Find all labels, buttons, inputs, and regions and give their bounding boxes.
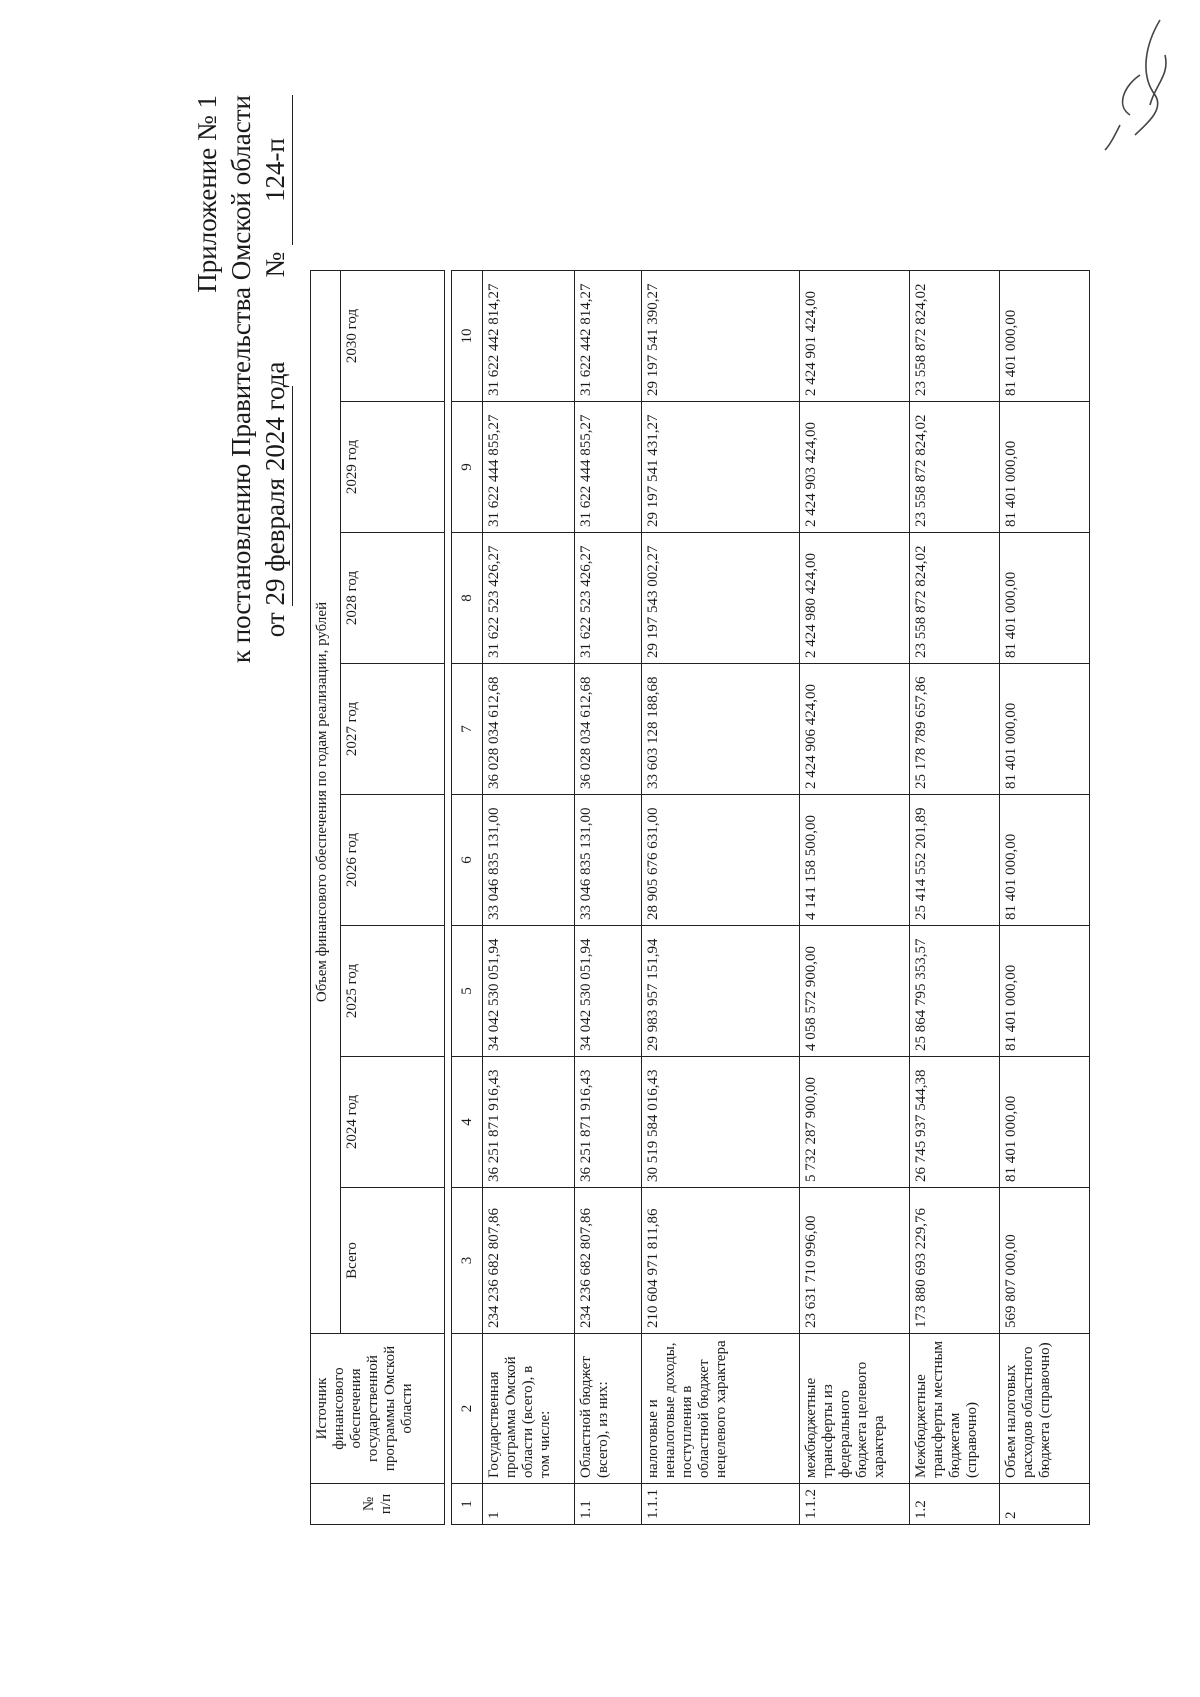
header-no: № п/п <box>311 1484 445 1525</box>
row-value: 23 558 872 824,02 <box>910 402 1000 533</box>
row-value: 34 042 530 051,94 <box>483 926 575 1057</box>
column-number: 6 <box>452 795 483 926</box>
column-number: 7 <box>452 664 483 795</box>
row-value: 36 028 034 612,68 <box>575 664 642 795</box>
row-total: 23 631 710 996,00 <box>800 1188 910 1334</box>
row-value: 36 251 871 916,43 <box>575 1057 642 1188</box>
row-value: 81 401 000,00 <box>1000 926 1090 1057</box>
appendix-title: Приложение № 1 <box>192 95 222 293</box>
from-label: от <box>260 612 290 638</box>
row-no: 1.2 <box>910 1484 1000 1525</box>
decree-date: 29 февраля 2024 года <box>258 386 293 606</box>
row-value: 31 622 444 855,27 <box>483 402 575 533</box>
header-year: 2030 год <box>341 271 445 402</box>
row-source: Государственная программа Омской области (всего), в том числе: <box>483 1334 575 1484</box>
column-number: 3 <box>452 1188 483 1334</box>
row-no: 2 <box>1000 1484 1090 1525</box>
decree-reference: к постановлению Правительства Омской области <box>226 95 256 664</box>
row-source: Межбюджетные трансферты местным бюджетам (справочно) <box>910 1334 1000 1484</box>
row-value: 25 414 552 201,89 <box>910 795 1000 926</box>
header-total: Всего <box>341 1188 445 1334</box>
row-value: 28 905 676 631,00 <box>642 795 800 926</box>
row-value: 2 424 901 424,00 <box>800 271 910 402</box>
row-value: 2 424 903 424,00 <box>800 402 910 533</box>
header-year: 2029 год <box>341 402 445 533</box>
row-value: 31 622 444 855,27 <box>575 402 642 533</box>
row-total: 210 604 971 811,86 <box>642 1188 800 1334</box>
decree-date-line <box>258 95 293 663</box>
table-row <box>910 271 1000 1525</box>
row-value: 81 401 000,00 <box>1000 402 1090 533</box>
column-number: 9 <box>452 402 483 533</box>
number-label: № <box>260 251 290 278</box>
row-value: 81 401 000,00 <box>1000 664 1090 795</box>
column-number: 5 <box>452 926 483 1057</box>
row-value: 29 197 541 390,27 <box>642 271 800 402</box>
row-value: 4 058 572 900,00 <box>800 926 910 1057</box>
header-year: 2028 год <box>341 533 445 664</box>
row-value: 29 197 541 431,27 <box>642 402 800 533</box>
row-value: 81 401 000,00 <box>1000 271 1090 402</box>
column-number-row <box>452 271 483 1525</box>
row-value: 31 622 442 814,27 <box>483 271 575 402</box>
row-source: Объем налоговых расходов областного бюджета (справочно) <box>1000 1334 1090 1484</box>
row-value: 36 251 871 916,43 <box>483 1057 575 1188</box>
row-value: 23 558 872 824,02 <box>910 533 1000 664</box>
row-value: 81 401 000,00 <box>1000 1057 1090 1188</box>
column-number: 4 <box>452 1057 483 1188</box>
column-number: 1 <box>452 1484 483 1525</box>
table-row <box>575 271 642 1525</box>
row-value: 30 519 584 016,43 <box>642 1057 800 1188</box>
row-value: 36 028 034 612,68 <box>483 664 575 795</box>
row-value: 23 558 872 824,02 <box>910 271 1000 402</box>
table-row <box>483 271 575 1525</box>
header-year: 2027 год <box>341 664 445 795</box>
row-no: 1.1.2 <box>800 1484 910 1525</box>
header-source: Источник финансового обеспечения государственной программы Омской области <box>311 1334 445 1484</box>
row-value: 31 622 523 426,27 <box>575 533 642 664</box>
row-total: 173 880 693 229,76 <box>910 1188 1000 1334</box>
row-value: 2 424 906 424,00 <box>800 664 910 795</box>
table-row <box>800 271 910 1525</box>
table-row <box>1000 271 1090 1525</box>
row-value: 29 983 957 151,94 <box>642 926 800 1057</box>
row-value: 31 622 442 814,27 <box>575 271 642 402</box>
column-number: 2 <box>452 1334 483 1484</box>
row-value: 26 745 937 544,38 <box>910 1057 1000 1188</box>
rotated-page <box>190 65 1200 1535</box>
row-source: Областной бюджет (всего), из них: <box>575 1334 642 1484</box>
row-value: 25 864 795 353,57 <box>910 926 1000 1057</box>
row-value: 2 424 980 424,00 <box>800 533 910 664</box>
header-year: 2024 год <box>341 1057 445 1188</box>
row-value: 34 042 530 051,94 <box>575 926 642 1057</box>
row-value: 33 603 128 188,68 <box>642 664 800 795</box>
table-row <box>642 271 800 1525</box>
row-value: 33 046 835 131,00 <box>575 795 642 926</box>
header-year: 2025 год <box>341 926 445 1057</box>
row-value: 29 197 543 002,27 <box>642 533 800 664</box>
row-total: 234 236 682 807,86 <box>575 1188 642 1334</box>
row-value: 25 178 789 657,86 <box>910 664 1000 795</box>
row-source: межбюджетные трансферты из федерального бюджета целевого характера <box>800 1334 910 1484</box>
row-value: 33 046 835 131,00 <box>483 795 575 926</box>
row-value: 81 401 000,00 <box>1000 533 1090 664</box>
row-value: 5 732 287 900,00 <box>800 1057 910 1188</box>
row-value: 4 141 158 500,00 <box>800 795 910 926</box>
row-no: 1.1 <box>575 1484 642 1525</box>
row-value: 81 401 000,00 <box>1000 795 1090 926</box>
row-no: 1.1.1 <box>642 1484 800 1525</box>
header-year: 2026 год <box>341 795 445 926</box>
column-number: 10 <box>452 271 483 402</box>
row-total: 569 807 000,00 <box>1000 1188 1090 1334</box>
header-volume: Объем финансового обеспечения по годам реализации, рублей <box>311 271 341 1334</box>
funding-table <box>310 270 1090 1525</box>
row-value: 31 622 523 426,27 <box>483 533 575 664</box>
row-total: 234 236 682 807,86 <box>483 1188 575 1334</box>
row-no: 1 <box>483 1484 575 1525</box>
column-number: 8 <box>452 533 483 664</box>
decree-number: 124-п <box>258 95 293 245</box>
row-source: налоговые и неналоговые доходы, поступления в областной бюджет нецелевого характера <box>642 1334 800 1484</box>
appendix-header <box>190 95 293 663</box>
